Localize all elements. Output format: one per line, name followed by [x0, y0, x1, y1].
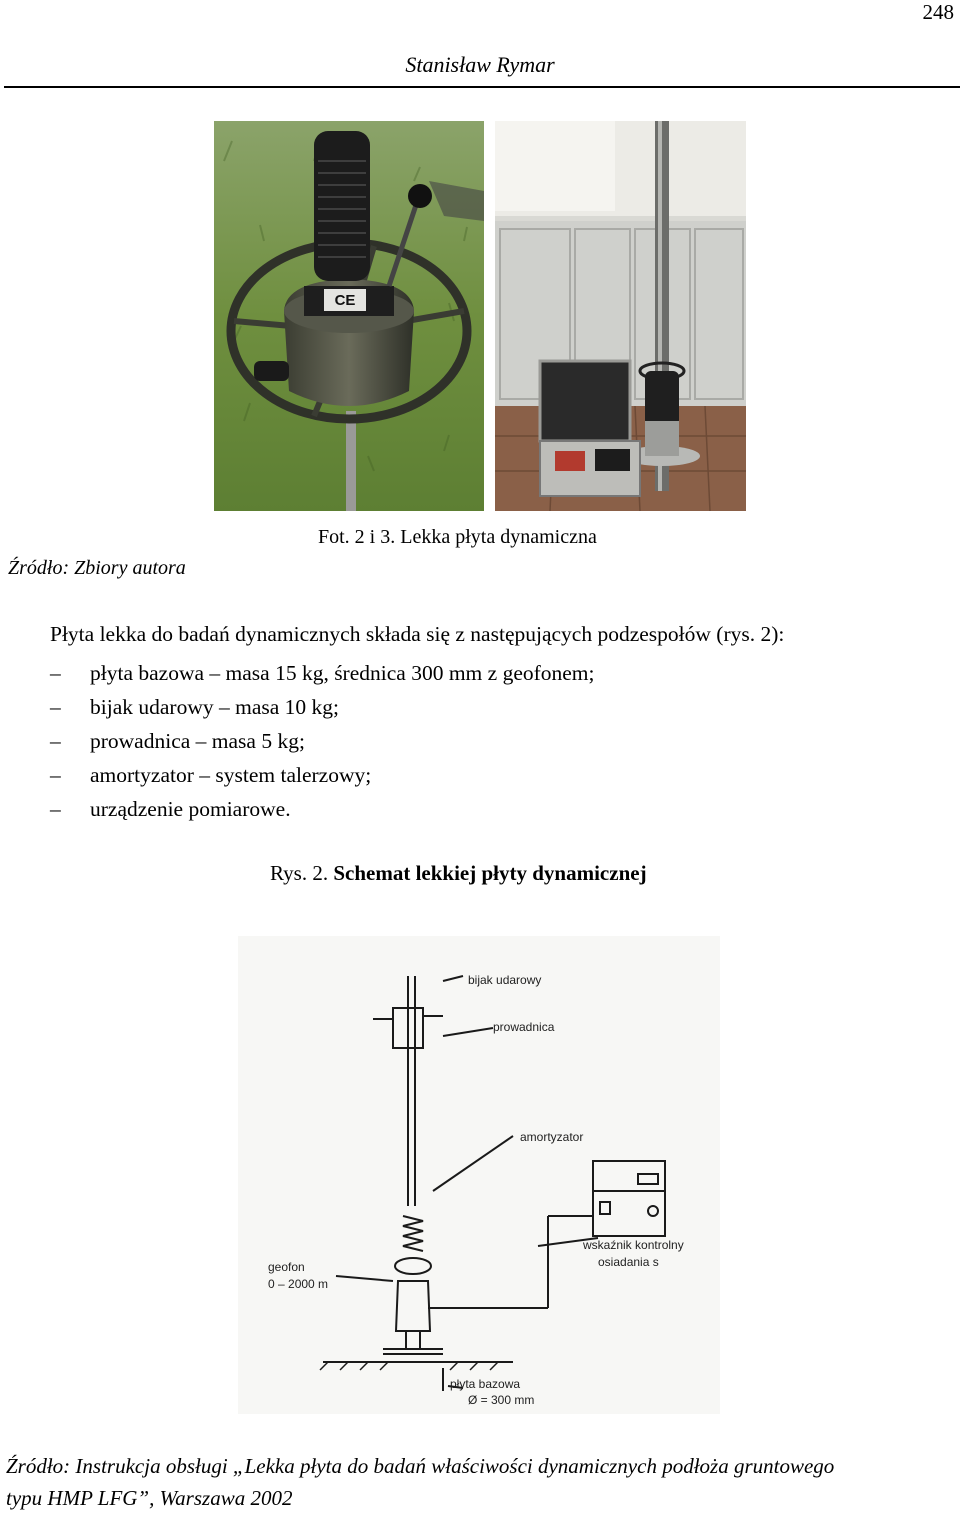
- label-wskaznik-line2: osiadania s: [598, 1255, 659, 1269]
- photo-source: Źródło: Zbiory autora: [8, 557, 186, 579]
- label-prowadnica: prowadnica: [493, 1020, 555, 1034]
- label-amortyzator: amortyzator: [520, 1130, 584, 1144]
- photo-device-closeup: [214, 121, 484, 511]
- figure-caption-title: Schemat lekkiej płyty dynamicznej: [333, 861, 647, 885]
- intro-paragraph: Płyta lekka do badań dynamicznych składa się z następujących podzespołów (rys. 2):: [50, 622, 785, 646]
- label-geofon-line1: geofon: [268, 1260, 305, 1274]
- list-item: – prowadnica – masa 5 kg;: [50, 724, 595, 758]
- photo-caption: Fot. 2 i 3. Lekka płyta dynamiczna: [318, 526, 597, 548]
- header-rule: [4, 86, 960, 88]
- label-bijak-udarowy: bijak udarowy: [468, 973, 542, 987]
- figure-caption: [270, 861, 647, 886]
- label-geofon-line2: 0 – 2000 m: [268, 1277, 329, 1291]
- label-plyta-line2: Ø = 300 mm: [468, 1393, 535, 1407]
- list-item: – płyta bazowa – masa 15 kg, średnica 300 mm z geofonem;: [50, 656, 595, 690]
- label-plyta-line1: płyta bazowa: [450, 1377, 521, 1391]
- schematic-figure: [238, 936, 720, 1414]
- photo-device-with-case: [495, 121, 746, 511]
- component-list: [50, 656, 595, 826]
- figure-caption-prefix: Rys. 2.: [270, 861, 329, 885]
- figure-source-line1: Źródło: Instrukcja obsługi „Lekka płyta do badań właściwości dynamicznych podłoża gruntowego: [6, 1454, 835, 1478]
- figure-source-line2: typu HMP LFG”, Warszawa 2002: [6, 1486, 293, 1510]
- figure-source: [6, 1450, 960, 1514]
- page-number: 248: [922, 0, 954, 24]
- label-wskaznik-line1: wskaźnik kontrolny: [583, 1238, 684, 1252]
- list-item: – urządzenie pomiarowe.: [50, 792, 595, 826]
- ce-mark: CE: [334, 292, 356, 309]
- list-item: – amortyzator – system talerzowy;: [50, 758, 595, 792]
- list-item: – bijak udarowy – masa 10 kg;: [50, 690, 595, 724]
- running-head-author: Stanisław Rymar: [405, 52, 555, 77]
